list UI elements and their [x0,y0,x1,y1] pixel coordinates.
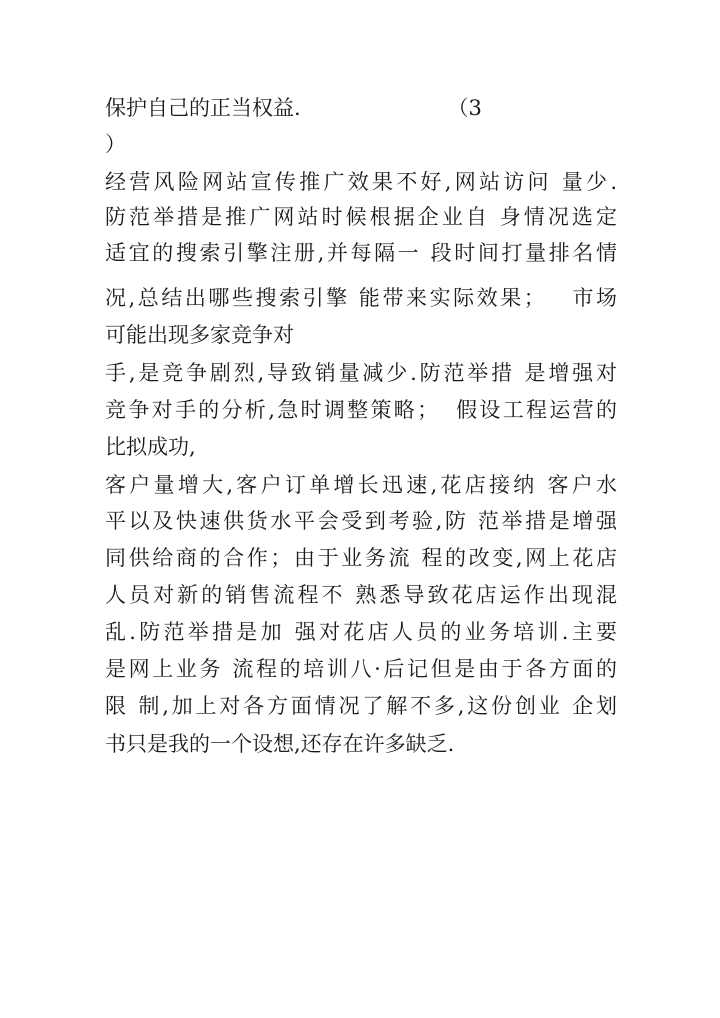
text-line-7: 可能出现多家竞争对 [105,323,294,347]
text-line-4: 防范举措是推广网站时候根据企业自 身情况选定 [105,205,617,229]
text-line-5: 适宜的搜索引擎注册,并每隔一 段时间打量排名情 [105,241,617,265]
text-line-16: 是网上业务 流程的培训八·后记但是由于各方面的 [105,657,617,681]
text-line-11: 客户量增大,客户订单增长迅速,花店接纳 客户水 [105,473,617,497]
text-line-6: 况,总结出哪些搜索引擎 能带来实际效果； 市场 [105,286,617,310]
text-line-15: 乱.防范举措是加 强对花店人员的业务培训.主要 [105,620,617,644]
text-line-3: 经营风险网站宣传推广效果不好,网站访问 量少. [105,170,617,194]
text-line-14: 人员对新的销售流程不 熟悉导致花店运作出现混 [105,583,617,607]
text-line-12: 平以及快速供货水平会受到考验,防 范举措是增强 [105,509,617,533]
text-line-9: 竞争对手的分析,急时调整策略； 假设工程运营的 [105,398,617,422]
text-line-17: 限 制,加上对各方面情况了解不多,这份创业 企划 [105,694,617,718]
text-line-18: 书只是我的一个设想,还存在许多缺乏. [105,732,455,756]
text-line-10: 比拟成功, [105,435,196,459]
text-line-1: 保护自己的正当权益. （3 [105,96,482,120]
text-line-2: ） [105,132,126,156]
text-line-8: 手,是竞争剧烈,导致销量减少.防范举措 是增强对 [105,361,617,385]
text-line-13: 同供给商的合作；由于业务流 程的改变,网上花店 [105,546,617,570]
